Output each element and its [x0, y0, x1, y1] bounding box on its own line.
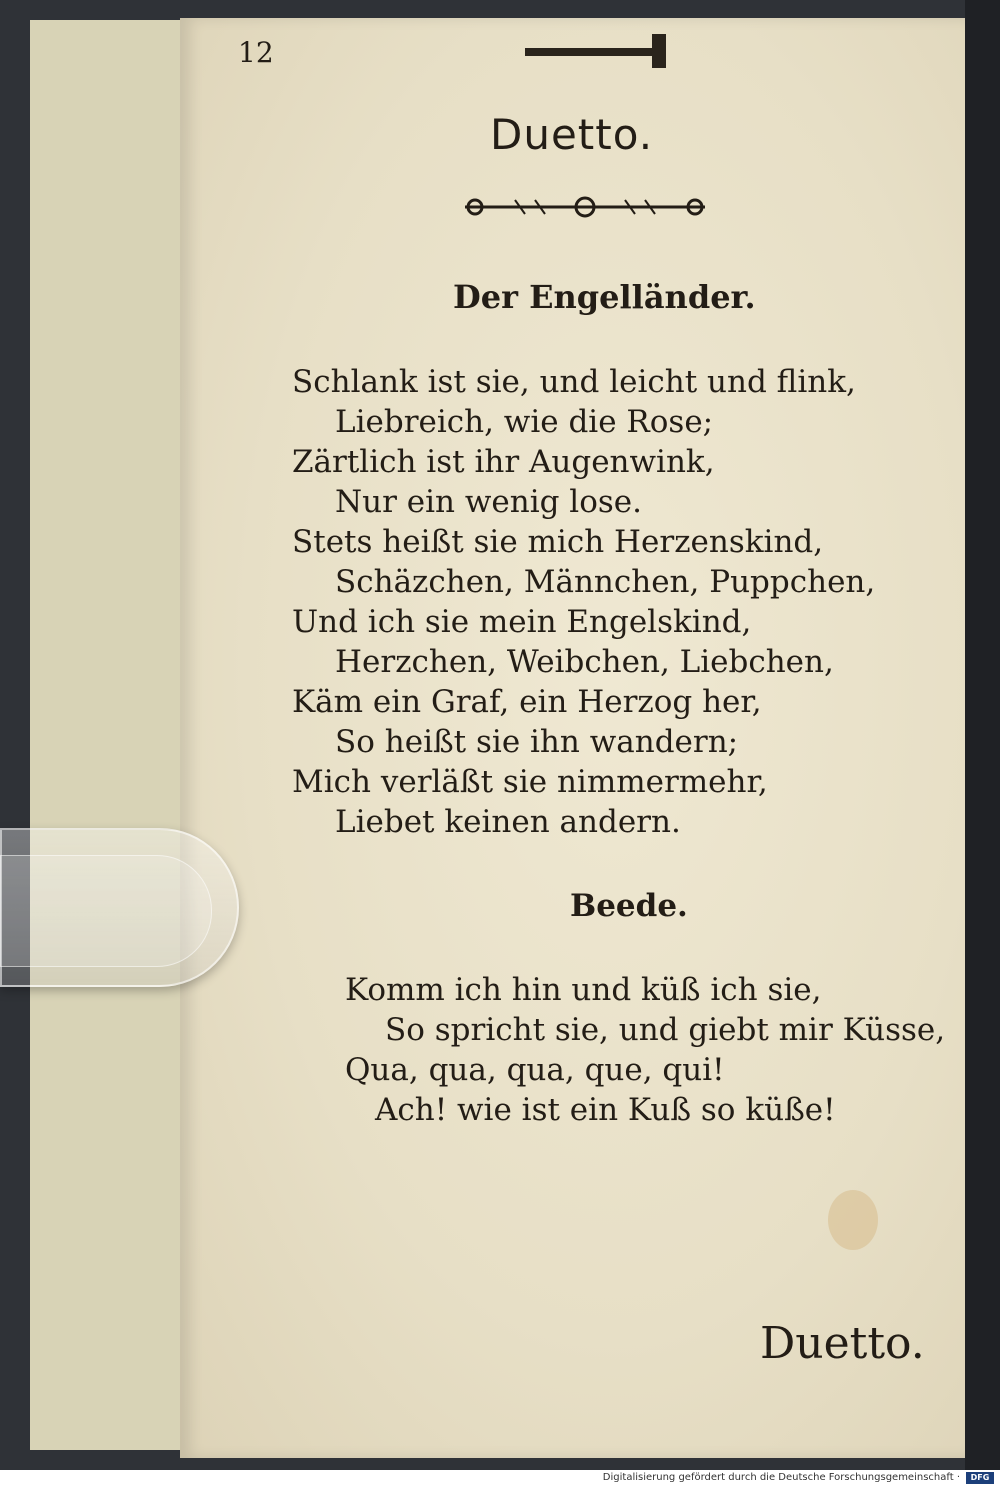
header-rule-mark: [652, 34, 666, 68]
header-rule: [525, 48, 655, 56]
verse-line: Zärtlich ist ihr Augenwink,: [292, 444, 715, 480]
page-title: Duetto.: [490, 110, 654, 159]
verse-line: Mich verläßt sie nimmermehr,: [292, 764, 768, 800]
page-edge: [965, 0, 1000, 1470]
page-number: 12: [238, 36, 274, 69]
footer-text: Digitalisierung gefördert durch die Deutsche Forschungsgemeinschaft ·: [602, 1472, 960, 1483]
verse-line: Schäzchen, Männchen, Puppchen,: [335, 564, 876, 600]
verse-line: Herzchen, Weibchen, Liebchen,: [335, 644, 834, 680]
verse-line: So spricht sie, und giebt mir Küsse,: [385, 1012, 946, 1048]
section-heading: Der Engelländer.: [453, 278, 756, 316]
ornament-divider: [455, 192, 715, 222]
verse-line: So heißt sie ihn wandern;: [335, 724, 739, 760]
verse-line: Und ich sie mein Engelskind,: [292, 604, 752, 640]
catchword: Duetto.: [760, 1318, 925, 1369]
paper-stain: [828, 1190, 878, 1250]
footer-bar: [0, 1470, 1000, 1487]
verse-line: Stets heißt sie mich Herzenskind,: [292, 524, 824, 560]
verse-line: Qua, qua, qua, que, qui!: [345, 1052, 725, 1088]
verse-line: Schlank ist sie, und leicht und flink,: [292, 364, 856, 400]
verse-line: Nur ein wenig lose.: [335, 484, 642, 520]
verse-line: Liebet keinen andern.: [335, 804, 681, 840]
dfg-logo: DFG: [966, 1472, 994, 1484]
page-clip-highlight: [0, 855, 212, 967]
verse-line: Komm ich hin und küß ich sie,: [345, 972, 822, 1008]
verse-line: Ach! wie ist ein Kuß so küße!: [375, 1092, 836, 1128]
verse-line: Liebreich, wie die Rose;: [335, 404, 714, 440]
subheading: Beede.: [570, 888, 688, 924]
book-spine: [30, 20, 180, 1450]
verse-line: Käm ein Graf, ein Herzog her,: [292, 684, 762, 720]
